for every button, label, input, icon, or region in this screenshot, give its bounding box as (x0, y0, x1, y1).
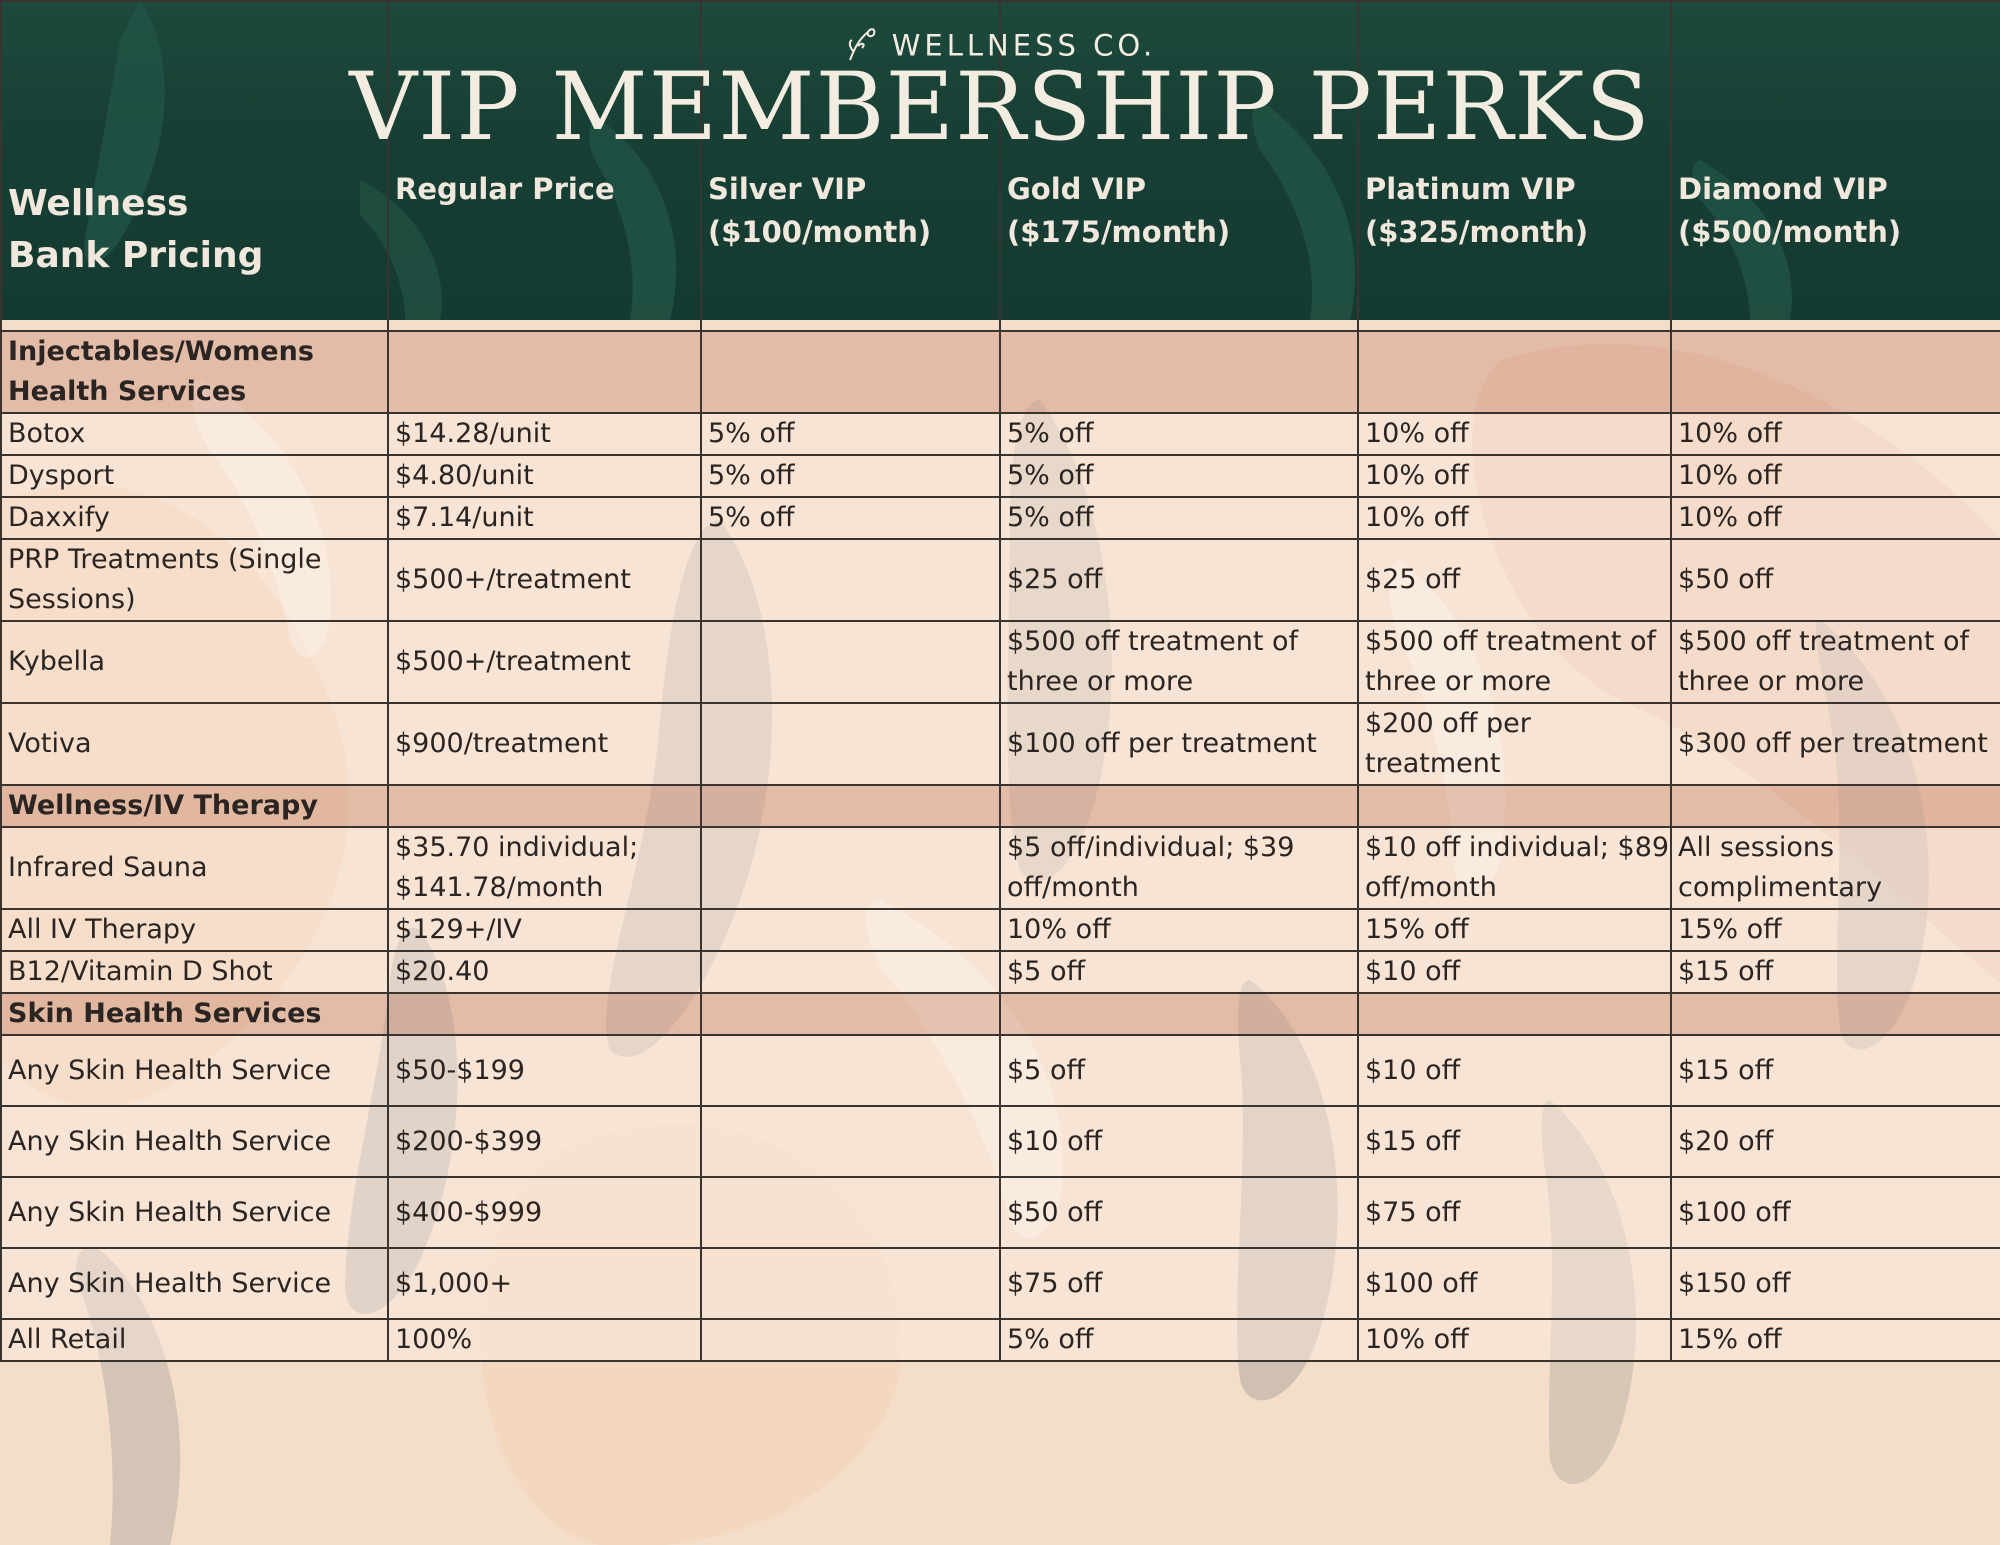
cell-silver (701, 621, 1000, 703)
cell-diamond: $150 off (1671, 1248, 2000, 1319)
cell-regular-price: 100% (388, 1319, 701, 1361)
cell-diamond (1671, 785, 2000, 827)
cell-service: Infrared Sauna (1, 827, 388, 909)
cell-regular-price (388, 785, 701, 827)
cell-gold: $25 off (1000, 539, 1358, 621)
cell-diamond: All sessions complimentary (1671, 827, 2000, 909)
cell-diamond: $500 off treatment of three or more (1671, 621, 2000, 703)
table-row (1, 1106, 2000, 1177)
table-row (1, 909, 2000, 951)
section-row (1, 331, 2000, 413)
cell-gold: 5% off (1000, 413, 1358, 455)
cell-silver (701, 1177, 1000, 1248)
cell-silver (701, 909, 1000, 951)
cell-gold: $50 off (1000, 1177, 1358, 1248)
cell-diamond (1671, 331, 2000, 413)
header-gold-vip: Gold VIP ($175/month) (1000, 130, 1358, 331)
cell-silver (701, 951, 1000, 993)
table-row (1, 1035, 2000, 1106)
cell-platinum (1358, 785, 1671, 827)
cell-platinum: 10% off (1358, 455, 1671, 497)
cell-regular-price: $35.70 individual; $141.78/month (388, 827, 701, 909)
cell-platinum: $100 off (1358, 1248, 1671, 1319)
cell-gold: 5% off (1000, 1319, 1358, 1361)
cell-diamond: $15 off (1671, 1035, 2000, 1106)
table-row (1, 455, 2000, 497)
cell-platinum: $25 off (1358, 539, 1671, 621)
cell-gold: 10% off (1000, 909, 1358, 951)
cell-platinum: $10 off (1358, 1035, 1671, 1106)
cell-platinum: $200 off per treatment (1358, 703, 1671, 785)
header-regular-price: Regular Price (388, 130, 701, 331)
cell-gold: 5% off (1000, 497, 1358, 539)
cell-silver (701, 993, 1000, 1035)
cell-gold (1000, 785, 1358, 827)
cell-silver: 5% off (701, 413, 1000, 455)
cell-platinum: $10 off individual; $89 off/month (1358, 827, 1671, 909)
cell-regular-price (388, 331, 701, 413)
cell-service: All IV Therapy (1, 909, 388, 951)
cell-diamond: $20 off (1671, 1106, 2000, 1177)
cell-platinum: $15 off (1358, 1106, 1671, 1177)
header-diamond-vip: Diamond VIP ($500/month) (1671, 130, 2000, 331)
cell-silver (701, 331, 1000, 413)
cell-service: All Retail (1, 1319, 388, 1361)
cell-gold: $5 off (1000, 1035, 1358, 1106)
table-row (1, 703, 2000, 785)
cell-silver (701, 827, 1000, 909)
cell-service: Any Skin Health Service (1, 1248, 388, 1319)
cell-diamond: 15% off (1671, 1319, 2000, 1361)
cell-regular-price (388, 993, 701, 1035)
cell-regular-price: $4.80/unit (388, 455, 701, 497)
cell-service: Votiva (1, 703, 388, 785)
cell-platinum: 10% off (1358, 1319, 1671, 1361)
table-row (1, 621, 2000, 703)
table-row (1, 497, 2000, 539)
cell-gold (1000, 331, 1358, 413)
table-row (1, 951, 2000, 993)
cell-diamond: 15% off (1671, 909, 2000, 951)
cell-platinum: 15% off (1358, 909, 1671, 951)
cell-diamond: 10% off (1671, 413, 2000, 455)
cell-diamond: $15 off (1671, 951, 2000, 993)
cell-gold: $100 off per treatment (1000, 703, 1358, 785)
cell-silver: 5% off (701, 455, 1000, 497)
cell-diamond: $50 off (1671, 539, 2000, 621)
cell-service: PRP Treatments (Single Sessions) (1, 539, 388, 621)
cell-diamond: 10% off (1671, 455, 2000, 497)
cell-regular-price: $500+/treatment (388, 621, 701, 703)
cell-silver (701, 1106, 1000, 1177)
cell-gold: $5 off (1000, 951, 1358, 993)
cell-gold: $5 off/individual; $39 off/month (1000, 827, 1358, 909)
cell-gold: $500 off treatment of three or more (1000, 621, 1358, 703)
cell-silver: 5% off (701, 497, 1000, 539)
cell-gold (1000, 993, 1358, 1035)
cell-silver (701, 785, 1000, 827)
cell-platinum (1358, 993, 1671, 1035)
cell-gold: $10 off (1000, 1106, 1358, 1177)
perks-table-body (1, 1, 2000, 1361)
cell-regular-price: $200-$399 (388, 1106, 701, 1177)
table-row (1, 1248, 2000, 1319)
cell-platinum: $75 off (1358, 1177, 1671, 1248)
table-row (1, 1319, 2000, 1361)
cell-gold: $75 off (1000, 1248, 1358, 1319)
table-row (1, 827, 2000, 909)
section-row (1, 993, 2000, 1035)
cell-platinum (1358, 331, 1671, 413)
cell-service: Any Skin Health Service (1, 1106, 388, 1177)
cell-regular-price: $50-$199 (388, 1035, 701, 1106)
header-silver-vip: Silver VIP ($100/month) (701, 130, 1000, 331)
brand-name: WELLNESS CO. (891, 28, 1157, 63)
cell-service: Daxxify (1, 497, 388, 539)
cell-platinum: $10 off (1358, 951, 1671, 993)
section-row (1, 785, 2000, 827)
cell-silver (701, 1319, 1000, 1361)
cell-service: Skin Health Services (1, 993, 388, 1035)
cell-silver (701, 1248, 1000, 1319)
cell-diamond: 10% off (1671, 497, 2000, 539)
cell-regular-price: $900/treatment (388, 703, 701, 785)
cell-regular-price: $500+/treatment (388, 539, 701, 621)
page-title: VIP MEMBERSHIP PERKS (349, 53, 1651, 162)
cell-silver (701, 703, 1000, 785)
cell-regular-price: $7.14/unit (388, 497, 701, 539)
cell-service: Wellness/IV Therapy (1, 785, 388, 827)
cell-regular-price: $1,000+ (388, 1248, 701, 1319)
cell-diamond (1671, 993, 2000, 1035)
cell-regular-price: $14.28/unit (388, 413, 701, 455)
header-platinum-vip: Platinum VIP ($325/month) (1358, 130, 1671, 331)
cell-gold: 5% off (1000, 455, 1358, 497)
cell-platinum: 10% off (1358, 497, 1671, 539)
cell-service: Kybella (1, 621, 388, 703)
cell-diamond: $100 off (1671, 1177, 2000, 1248)
cell-regular-price: $400-$999 (388, 1177, 701, 1248)
table-row (1, 1177, 2000, 1248)
cell-service: Any Skin Health Service (1, 1177, 388, 1248)
cell-regular-price: $20.40 (388, 951, 701, 993)
cell-platinum: $500 off treatment of three or more (1358, 621, 1671, 703)
cell-diamond: $300 off per treatment (1671, 703, 2000, 785)
cell-platinum: 10% off (1358, 413, 1671, 455)
cell-service: Injectables/Womens Health Services (1, 331, 388, 413)
cell-silver (701, 539, 1000, 621)
header-wellness-bank-pricing: Wellness Bank Pricing (1, 130, 388, 331)
cell-service: B12/Vitamin D Shot (1, 951, 388, 993)
cell-service: Botox (1, 413, 388, 455)
table-row (1, 413, 2000, 455)
cell-silver (701, 1035, 1000, 1106)
table-row (1, 539, 2000, 621)
cell-service: Any Skin Health Service (1, 1035, 388, 1106)
cell-service: Dysport (1, 455, 388, 497)
cell-regular-price: $129+/IV (388, 909, 701, 951)
